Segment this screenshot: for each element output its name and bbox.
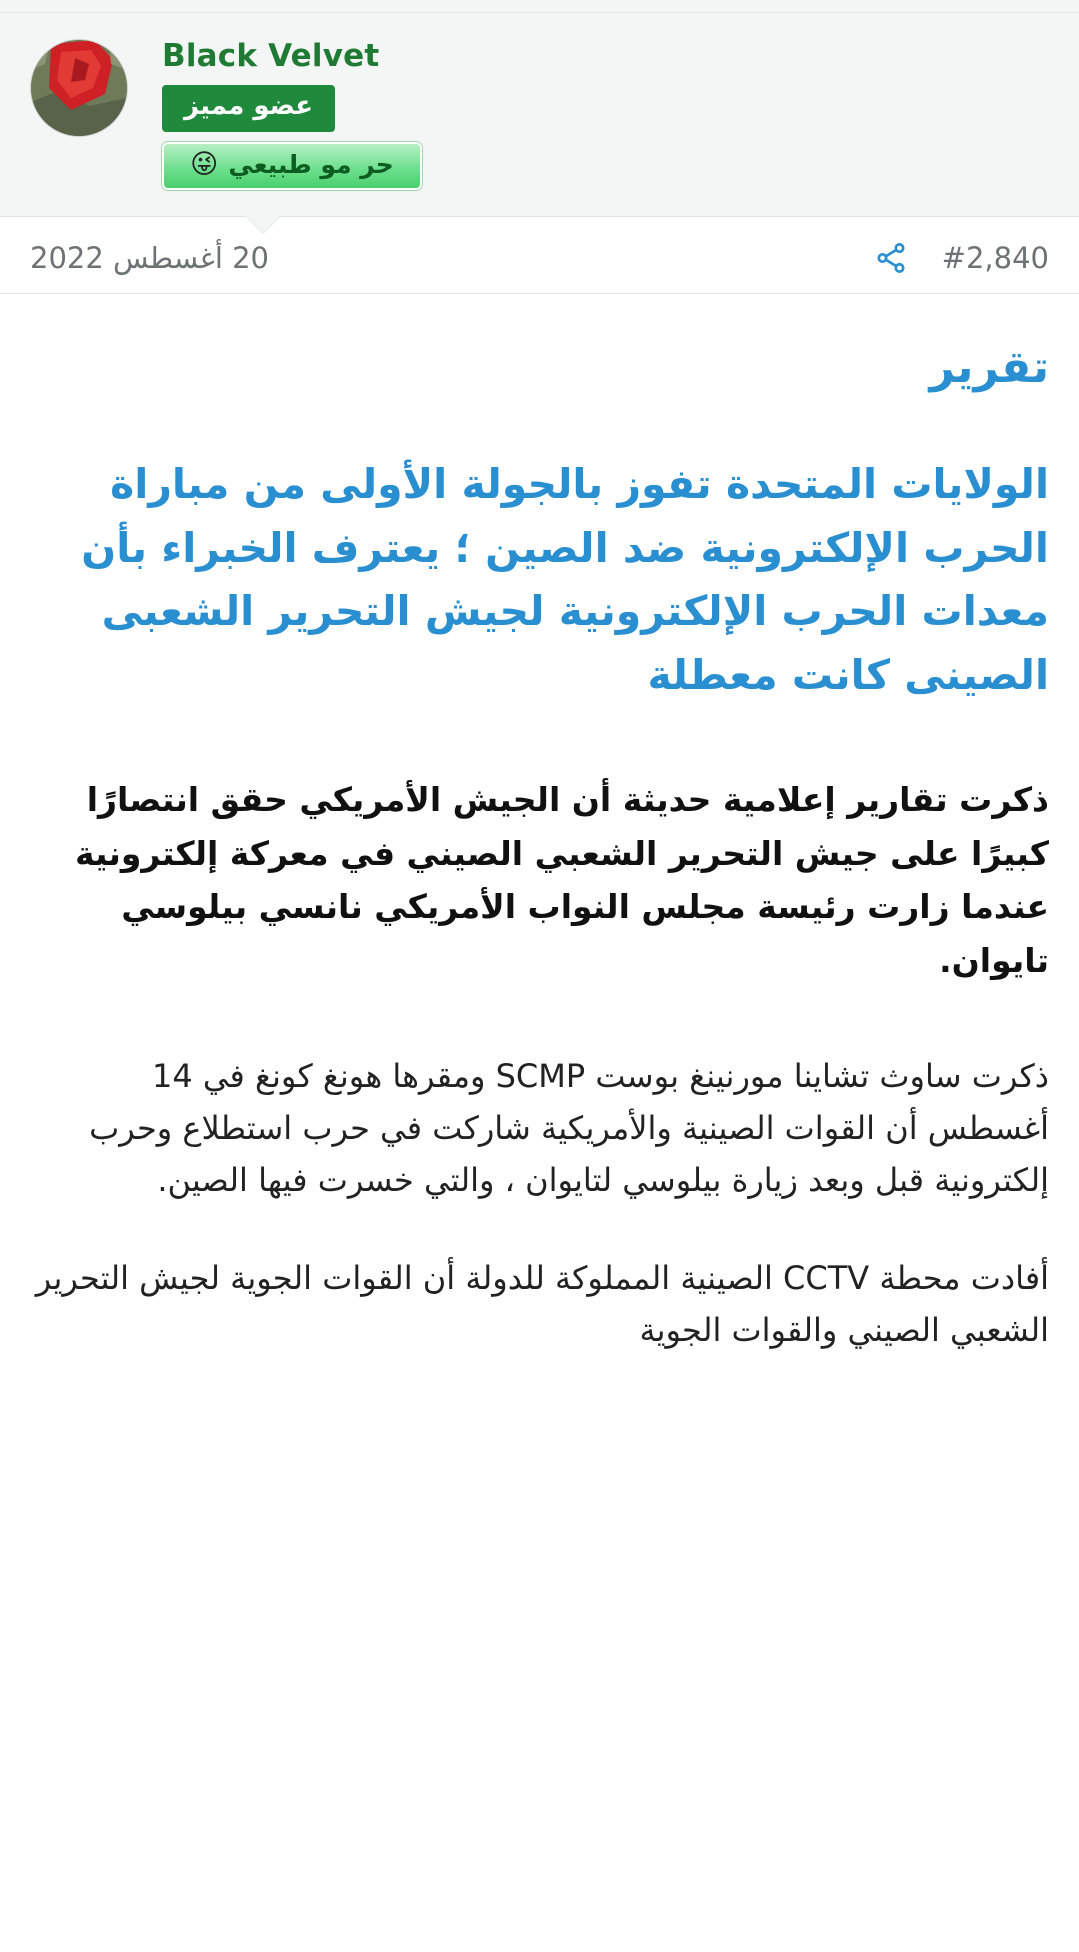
post-meta-left [874, 241, 1049, 275]
tongue-face-emoji-icon: 😜 [190, 149, 219, 181]
author-meta [146, 39, 422, 190]
post-date: 20 أغسطس 2022 [30, 240, 270, 275]
avatar[interactable] [30, 39, 128, 137]
post-headline: الولايات المتحدة تفوز بالجولة الأولى من مباراة الحرب الإلكترونية ضد الصين ؛ يعترف الخبراء بأن معدات الحرب الإلكترونية لجيش التحرير الشعبى الصينى كانت معطلة [81, 460, 1049, 699]
post-paragraph: أفادت محطة CCTV الصينية المملوكة للدولة أن القوات الجوية لجيش التحرير الشعبي الصيني والقوات الجوية [35, 1258, 1049, 1349]
author-username[interactable]: Black Velvet [162, 38, 380, 74]
post-paragraph: ذكرت ساوث تشاينا مورنينغ بوست SCMP ومقرها هونغ كونغ في 14 أغسطس أن القوات الصينية والأمريكية شاركت في حرب استطلاع وحرب إلكترونية قبل وبعد زيارة بيلوسي لتايوان ، والتي خسرت فيها الصين. [89, 1057, 1049, 1199]
share-icon[interactable] [874, 241, 908, 275]
top-strip [0, 0, 1079, 13]
post-meta-row [0, 217, 1079, 294]
card-pointer [245, 215, 281, 233]
author-title-badge [162, 142, 422, 190]
post-author-card [0, 13, 1079, 217]
author-rank-badge: عضو مميز [162, 85, 335, 132]
post-content [0, 294, 1079, 1357]
report-label: تقرير [929, 341, 1049, 393]
post-lead-paragraph: ذكرت تقارير إعلامية حديثة أن الجيش الأمريكي حقق انتصارًا كبيرًا على جيش التحرير الشعبي الصيني في معركة إلكترونية عندما زارت رئيسة مجلس النواب الأمريكي نانسي بيلوسي تايوان. [75, 780, 1049, 980]
author-title-badge-label: حر مو طبيعي [228, 149, 394, 179]
post-number[interactable]: #2,840 [941, 240, 1049, 275]
